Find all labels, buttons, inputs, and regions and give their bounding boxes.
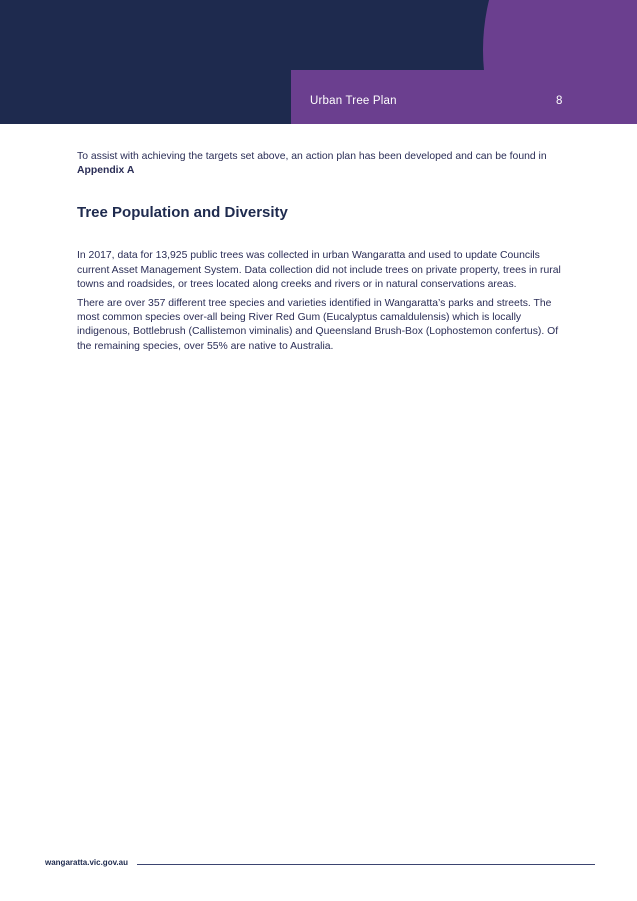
intro-paragraph	[77, 150, 563, 178]
body-paragraph: There are over 357 different tree species and varieties identified in Wangaratta’s parks and streets. The most common species over-all being River Red Gum (Eucalyptus camaldulensis) which is locally indigenous, Bottlebrush (Callistemon viminalis) and Queensland Brush-Box (Lophostemon confertus). Of the remaining species, over 55% are native to Australia.	[77, 298, 559, 352]
document-title: Urban Tree Plan	[310, 95, 397, 107]
page-content	[77, 150, 563, 354]
footer-divider	[137, 864, 595, 865]
page-number: 8	[556, 95, 563, 107]
section-heading: Tree Population and Diversity	[77, 204, 288, 222]
appendix-reference: Appendix A	[77, 165, 135, 177]
footer-website-link[interactable]: wangaratta.vic.gov.au	[45, 858, 128, 867]
intro-text: To assist with achieving the targets set above, an action plan has been developed and can be found in	[77, 151, 547, 162]
body-paragraph: In 2017, data for 13,925 public trees was collected in urban Wangaratta and used to update Councils current Asset Management System. Data collection did not include trees on private property, trees in rural towns and roadsides, or trees located along creeks and rivers or in natural conservations areas.	[77, 250, 561, 290]
page-header	[0, 0, 637, 124]
